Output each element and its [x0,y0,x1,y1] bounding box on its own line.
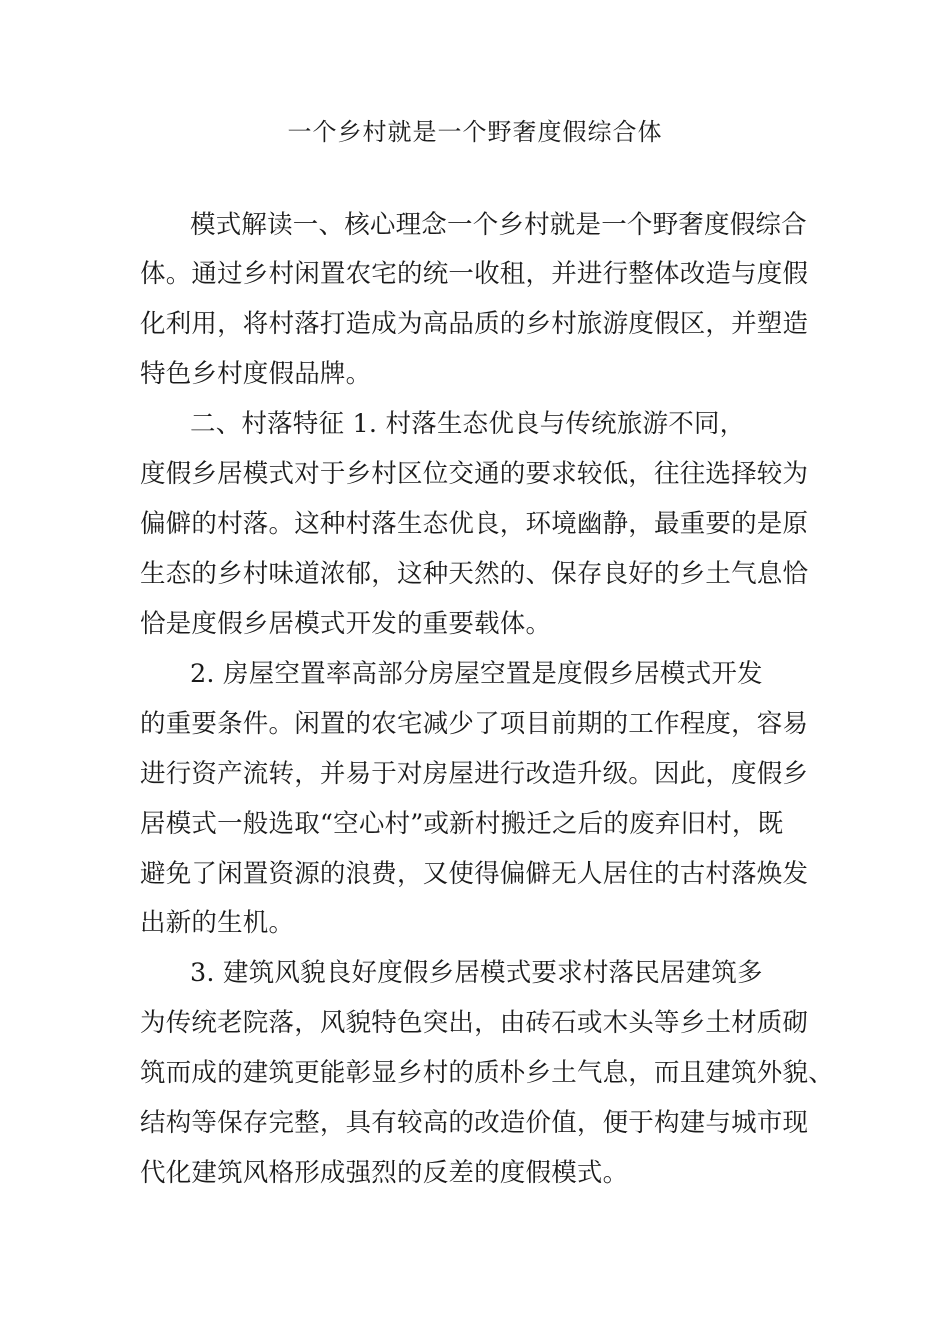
paragraph-1-line-4: 特色乡村度假品牌。 [140,359,372,389]
paragraph-2-line-5: 恰是度假乡居模式开发的重要载体。 [140,609,552,639]
paragraph-3-line-2: 的重要条件。闲置的农宅减少了项目前期的工作程度，容易 [140,709,809,739]
paragraph-4-line-1: 3. 建筑风貌良好度假乡居模式要求村落民居建筑多 [190,958,763,988]
paragraph-2-line-4: 生态的乡村味道浓郁，这种天然的、保存良好的乡土气息恰 [140,559,809,589]
paragraph-3-line-3: 进行资产流转，并易于对房屋进行改造升级。因此，度假乡 [140,759,809,789]
paragraph-3-line-1: 2. 房屋空置率高部分房屋空置是度假乡居模式开发 [190,659,763,689]
paragraph-4-line-2: 为传统老院落，风貌特色突出，由砖石或木头等乡土材质砌 [140,1008,809,1038]
paragraph-4-line-5: 代化建筑风格形成强烈的反差的度假模式。 [140,1158,629,1188]
paragraph-3-line-5: 避免了闲置资源的浪费，又使得偏僻无人居住的古村落焕发 [140,859,809,889]
paragraph-4-line-4: 结构等保存完整，具有较高的改造价值，便于构建与城市现 [140,1108,809,1138]
paragraph-1-line-3: 化利用，将村落打造成为高品质的乡村旅游度假区，并塑造 [140,309,809,339]
paragraph-1-line-2: 体。通过乡村闲置农宅的统一收租，并进行整体改造与度假 [140,259,809,289]
paragraph-2-line-3: 偏僻的村落。这种村落生态优良，环境幽静，最重要的是原 [140,509,809,539]
paragraph-3-line-6: 出新的生机。 [140,908,295,938]
paragraph-4-line-3: 筑而成的建筑更能彰显乡村的质朴乡土气息，而且建筑外貌、 [140,1058,834,1088]
document-title: 一个乡村就是一个野奢度假综合体 [287,118,663,146]
paragraph-2-line-1: 二、村落特征 1. 村落生态优良与传统旅游不同， [190,409,746,439]
paragraph-3-line-4: 居模式一般选取“空心村”或新村搬迁之后的废弃旧村，既 [140,809,784,839]
paragraph-2-line-2: 度假乡居模式对于乡村区位交通的要求较低，往往选择较为 [140,459,809,489]
paragraph-1-line-1: 模式解读一、核心理念一个乡村就是一个野奢度假综合 [190,210,807,240]
